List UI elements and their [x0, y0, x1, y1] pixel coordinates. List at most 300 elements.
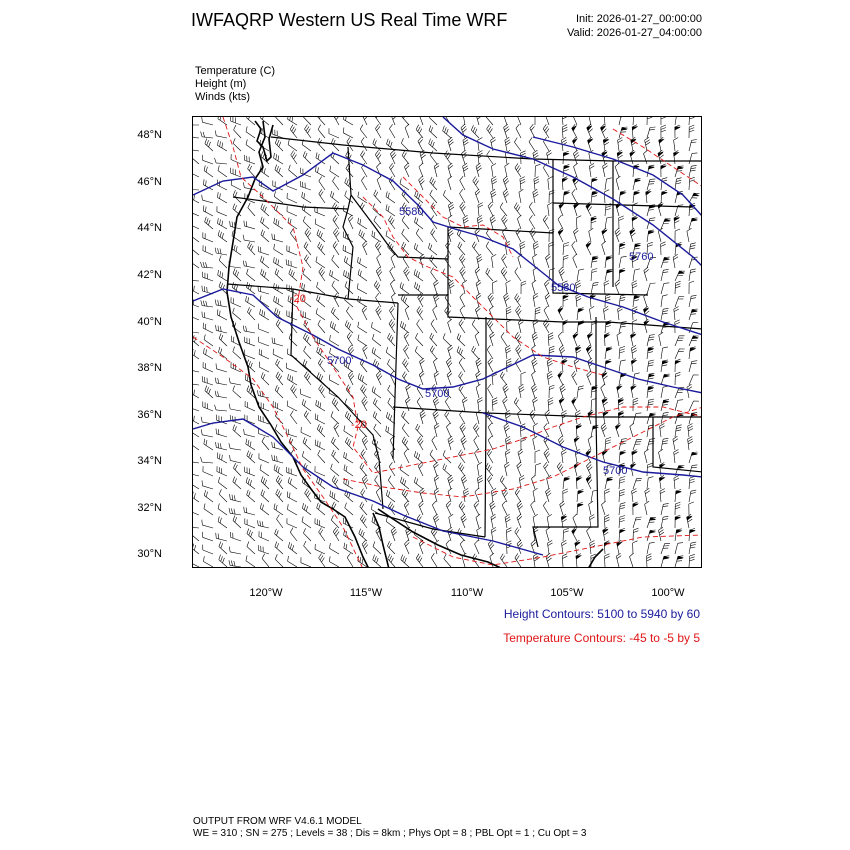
- wind-barb: [461, 150, 467, 164]
- wind-barb: [301, 557, 311, 567]
- wind-barb: [330, 166, 339, 177]
- wind-barb: [689, 269, 696, 281]
- wind-barb: [488, 358, 493, 372]
- model-config: WE = 310 ; SN = 275 ; Levels = 38 ; Dis = 8km ; Phys Opt = 8 ; PBL Opt = 1 ; Cu Opt = 3: [193, 828, 587, 839]
- wind-barb: [660, 424, 665, 438]
- wind-barb: [419, 501, 424, 515]
- lon-label: 105°W: [550, 587, 584, 599]
- wind-barb: [193, 478, 199, 489]
- wind-barb: [434, 475, 439, 489]
- wind-barb: [448, 345, 453, 359]
- wind-barb: [301, 427, 311, 437]
- wind-barb: [229, 261, 241, 268]
- wind-barb: [193, 283, 199, 294]
- wind-barb: [491, 163, 496, 177]
- wind-barb: [215, 300, 227, 307]
- wind-barb: [660, 489, 665, 502]
- wind-barb: [202, 532, 213, 541]
- wind-barb: [420, 488, 425, 502]
- wind-barb: [233, 386, 241, 398]
- wind-barb: [193, 387, 199, 398]
- wind-barb: [689, 476, 695, 489]
- wind-barb: [646, 554, 651, 567]
- wind-barb: [193, 506, 199, 515]
- wind-barb: [388, 216, 395, 229]
- wind-barb: [273, 401, 283, 411]
- wind-barb: [434, 462, 439, 476]
- wind-barb: [673, 254, 678, 268]
- wind-barb: [529, 137, 535, 151]
- wind-barb: [244, 155, 255, 164]
- wind-barb: [304, 541, 311, 554]
- wind-barb: [358, 257, 368, 268]
- wind-barb: [318, 320, 325, 333]
- wind-barb-pennant: [564, 192, 569, 195]
- wind-barb: [619, 117, 627, 125]
- wind-barb-pennant: [690, 348, 695, 351]
- wind-barb: [459, 384, 465, 398]
- wind-barb: [218, 192, 228, 203]
- wind-barb: [661, 347, 668, 359]
- wind-barb: [515, 268, 521, 282]
- wind-barb: [603, 306, 608, 320]
- wind-barb: [193, 414, 199, 425]
- wind-barb: [375, 150, 381, 164]
- state-borders: [227, 137, 702, 547]
- wind-barb: [389, 319, 395, 333]
- wind-barb: [218, 477, 227, 489]
- wind-barb: [388, 476, 395, 489]
- lat-label: 30°N: [137, 548, 162, 560]
- wind-barb: [360, 125, 367, 138]
- wind-barb: [414, 477, 423, 489]
- wind-barb: [333, 527, 339, 541]
- wind-barb: [315, 414, 325, 424]
- wind-barb: [476, 280, 481, 294]
- wind-barb: [302, 517, 311, 529]
- wind-barb-pennant: [675, 361, 680, 364]
- wind-barb: [345, 178, 353, 190]
- wind-barb: [386, 490, 395, 502]
- wind-barb: [362, 117, 368, 125]
- wind-barb: [605, 294, 611, 307]
- wind-barb: [302, 503, 311, 515]
- wind-barb: [362, 475, 368, 489]
- lat-label: 40°N: [137, 316, 162, 328]
- wind-barb: [418, 137, 423, 151]
- wind-barb: [274, 464, 283, 476]
- wind-barb: [373, 411, 381, 424]
- wind-barb: [574, 358, 579, 372]
- wind-barb: [549, 385, 554, 398]
- wind-barb: [362, 540, 368, 554]
- wind-barb: [361, 151, 368, 164]
- wind-barb: [689, 502, 694, 515]
- wind-barb: [601, 423, 607, 437]
- wind-barb: [471, 125, 479, 138]
- wind-barb: [304, 242, 311, 255]
- lon-label: 110°W: [450, 587, 484, 599]
- wind-barb: [605, 178, 612, 190]
- wind-barb: [348, 371, 354, 385]
- wind-barb: [661, 386, 668, 398]
- wind-barb: [332, 398, 339, 411]
- wind-barb: [346, 307, 353, 320]
- lon-label: 115°W: [349, 587, 383, 599]
- wind-barb: [647, 399, 654, 411]
- wind-barb: [360, 502, 367, 515]
- wind-barb: [193, 529, 199, 541]
- wind-barb: [674, 476, 679, 489]
- wind-barb: [519, 189, 524, 203]
- temperature-contours-note: Temperature Contours: -45 to -5 by 5: [503, 631, 700, 645]
- wind-barb: [544, 462, 550, 476]
- wind-barb: [331, 411, 339, 424]
- wind-barb: [261, 117, 270, 125]
- wind-barb: [219, 489, 227, 502]
- wind-barb: [520, 242, 525, 256]
- wind-barb: [229, 378, 241, 385]
- wind-barb: [535, 450, 540, 463]
- wind-barb: [391, 117, 397, 125]
- wind-barb: [477, 462, 482, 476]
- wind-barb: [193, 310, 199, 320]
- wind-barb: [330, 543, 340, 554]
- wind-barb: [315, 219, 325, 229]
- wind-barb: [259, 362, 269, 372]
- wind-barb: [633, 398, 638, 411]
- wind-barb: [229, 547, 241, 554]
- wind-barb: [193, 326, 199, 333]
- wind-barb: [562, 540, 567, 554]
- texas-coast: [588, 549, 603, 568]
- wind-barb: [689, 490, 696, 502]
- height-contour-label: 5700: [425, 388, 450, 400]
- wind-barb: [572, 371, 577, 385]
- lat-label: 32°N: [137, 502, 162, 514]
- field-label-winds: Winds (kts): [195, 91, 250, 103]
- wind-barb: [201, 300, 213, 307]
- wind-barb: [674, 307, 679, 321]
- wind-barb: [193, 348, 199, 360]
- wind-barb: [202, 286, 213, 294]
- wind-barb: [302, 451, 311, 463]
- wind-barb: [504, 124, 510, 138]
- wind-barb: [202, 520, 213, 528]
- wind-barb: [533, 397, 538, 411]
- wind-barb: [434, 371, 439, 385]
- wind-barb: [377, 254, 381, 268]
- wind-barb: [218, 165, 227, 177]
- wind-barb: [414, 451, 423, 463]
- wind-barb: [604, 281, 609, 294]
- wind-barb: [659, 449, 663, 463]
- wind-barb: [402, 117, 409, 125]
- wind-barb: [246, 139, 255, 151]
- wind-barb: [661, 295, 668, 307]
- wind-barb: [204, 439, 213, 450]
- wind-barb: [288, 504, 298, 515]
- wind-barb: [315, 440, 325, 450]
- wind-barb: [259, 337, 269, 346]
- wind-barb: [472, 554, 479, 567]
- wind-barb: [201, 132, 213, 138]
- wind-barb: [334, 117, 340, 125]
- wind-barb: [402, 151, 409, 164]
- wind-barb: [560, 384, 566, 398]
- wind-barb: [247, 542, 255, 555]
- wind-barb: [515, 294, 521, 308]
- wind-barb: [344, 452, 353, 463]
- wind-barb: [261, 476, 269, 489]
- temperature-contour-label: -20: [351, 419, 367, 431]
- wind-barb: [488, 202, 493, 216]
- wind-barb: [443, 450, 451, 463]
- wind-barb: [402, 424, 409, 437]
- wind-barb: [559, 423, 563, 437]
- wind-barb: [303, 528, 311, 541]
- wind-barb: [517, 462, 522, 476]
- wind-barb: [390, 280, 395, 294]
- wind-barb: [503, 189, 509, 203]
- wind-barb: [202, 117, 213, 125]
- wind-barb: [386, 205, 395, 217]
- wind-barb: [315, 466, 325, 476]
- wind-barb: [275, 138, 283, 151]
- wind-barb: [193, 256, 199, 268]
- wind-barb: [460, 410, 466, 424]
- wind-barb: [376, 293, 382, 307]
- wind-barb: [302, 192, 311, 203]
- wind-barb: [533, 436, 537, 450]
- wind-barb: [478, 203, 483, 216]
- wind-barb: [317, 503, 325, 515]
- wind-barb: [234, 125, 241, 138]
- wind-barb: [589, 501, 593, 515]
- wind-barb: [673, 436, 678, 450]
- wind-barb: [633, 439, 642, 450]
- wind-barb: [633, 541, 638, 554]
- wind-barb: [576, 410, 581, 424]
- wind-barb: [587, 371, 592, 385]
- wind-barb: [260, 465, 269, 477]
- wind-barb: [233, 204, 241, 216]
- wind-barb: [272, 455, 283, 463]
- wind-barb: [548, 333, 553, 346]
- wind-barb: [420, 358, 425, 372]
- wind-barb: [304, 372, 311, 385]
- wind-barb: [689, 375, 699, 385]
- wind-barb: [203, 323, 213, 333]
- wind-barb: [619, 216, 624, 229]
- wind-barb: [372, 322, 382, 333]
- wind-barb: [449, 280, 455, 294]
- wind-barb: [217, 309, 227, 320]
- wind-barb: [203, 466, 213, 476]
- wind-barb: [506, 528, 511, 541]
- wind-barb: [373, 542, 381, 555]
- wind-barb: [661, 242, 666, 255]
- wind-barb: [262, 437, 269, 450]
- wind-barb: [287, 193, 297, 203]
- wind-barb: [215, 131, 227, 139]
- wind-barb: [431, 203, 437, 217]
- lat-label: 34°N: [137, 455, 162, 467]
- wind-barb: [289, 333, 297, 346]
- wind-barb: [246, 296, 255, 307]
- wind-barb: [357, 283, 367, 294]
- wind-barb: [530, 410, 536, 424]
- wind-barb: [244, 507, 255, 515]
- gulf-coast: [378, 509, 503, 568]
- wind-barb: [459, 319, 465, 333]
- wind-barb: [492, 281, 497, 294]
- wind-barb: [548, 203, 553, 217]
- wind-barb: [647, 117, 652, 125]
- wind-barb: [390, 150, 396, 164]
- wind-barb: [577, 269, 584, 281]
- wind-barb: [543, 215, 549, 229]
- wind-barb: [505, 163, 510, 177]
- wind-barb: [633, 517, 642, 528]
- wind-barb: [562, 117, 567, 125]
- wind-barb: [376, 371, 382, 385]
- wind-barb: [490, 215, 496, 229]
- wind-barb: [431, 553, 437, 567]
- wind-barb: [362, 436, 368, 450]
- wind-barb: [319, 528, 325, 542]
- wind-barb: [504, 423, 510, 437]
- wind-barb: [218, 218, 228, 229]
- wind-barb: [661, 125, 666, 138]
- wind-barb: [257, 520, 269, 528]
- wind-barb: [246, 556, 255, 568]
- wind-barb: [459, 372, 465, 386]
- lat-label: 42°N: [137, 269, 162, 281]
- wind-barb: [560, 501, 565, 515]
- wind-barb: [291, 151, 297, 165]
- field-label-height: Height (m): [195, 78, 247, 90]
- wind-barb: [273, 349, 283, 359]
- wind-barb: [201, 457, 214, 463]
- wind-barb: [633, 269, 640, 281]
- wind-barb: [619, 503, 625, 515]
- wind-barb: [661, 516, 668, 528]
- wind-barb: [402, 437, 409, 450]
- wind-barb: [261, 204, 269, 216]
- wind-barb: [448, 319, 452, 333]
- wind-barb: [216, 364, 227, 373]
- wind-barb: [402, 411, 410, 424]
- wind-barb: [619, 489, 625, 502]
- wind-barb: [487, 449, 493, 463]
- wind-barb: [403, 359, 410, 373]
- wind-barb: [417, 306, 423, 320]
- wind-barb: [215, 158, 228, 164]
- wind-barb: [404, 163, 409, 177]
- wind-barb: [272, 129, 283, 138]
- wind-barb: [563, 489, 568, 502]
- wind-barb: [532, 280, 536, 294]
- wind-barb: [547, 371, 553, 385]
- wind-barb: [331, 307, 339, 320]
- wind-barb: [459, 501, 465, 515]
- wind-barb: [602, 501, 606, 515]
- wind-barb: [277, 515, 284, 529]
- wind-barb: [488, 540, 494, 554]
- wind-barb: [615, 163, 619, 177]
- wind-barb: [331, 464, 339, 476]
- wind-barb: [516, 306, 522, 320]
- wind-barb: [259, 324, 269, 333]
- wind-barb: [486, 242, 493, 255]
- wind-barb: [574, 163, 578, 177]
- wind-barb: [619, 516, 625, 529]
- wind-barb: [245, 401, 255, 411]
- wind-barb: [301, 389, 311, 398]
- wind-barb: [558, 436, 564, 450]
- wind-barb: [287, 363, 298, 372]
- wind-barb: [362, 397, 368, 411]
- wind-barb: [647, 179, 655, 190]
- wind-barb-pennant: [620, 530, 625, 533]
- wind-barb: [243, 235, 255, 242]
- wind-barb: [675, 425, 682, 437]
- wind-barb: [316, 400, 325, 411]
- wind-barb: [334, 293, 339, 307]
- wind-barb: [290, 411, 297, 424]
- wind-barb: [417, 320, 423, 334]
- wind-barb: [318, 138, 326, 151]
- wind-barb: [404, 332, 409, 346]
- wind-barb: [215, 405, 228, 411]
- wind-barb: [445, 411, 451, 425]
- wind-barb: [372, 386, 381, 398]
- wind-barb: [386, 347, 395, 359]
- wind-barb: [233, 268, 241, 281]
- wind-barb: [358, 335, 367, 346]
- wind-barb: [331, 437, 339, 450]
- wind-barb: [372, 334, 381, 346]
- wind-barb-pennant: [606, 257, 611, 260]
- wind-barb: [245, 337, 255, 346]
- wind-barb: [203, 232, 213, 242]
- wind-barb: [586, 475, 592, 489]
- wind-barb: [446, 501, 451, 515]
- field-label-temperature: Temperature (C): [195, 65, 276, 77]
- wind-barb: [587, 124, 593, 138]
- wind-barb: [229, 560, 241, 567]
- wind-barb-pennant: [576, 556, 581, 559]
- wind-barb: [501, 332, 507, 346]
- wind-barb: [275, 411, 283, 424]
- wind-barb: [276, 117, 284, 125]
- wind-barb: [515, 488, 521, 502]
- wind-barb: [644, 267, 649, 281]
- lat-label: 44°N: [137, 222, 162, 234]
- wind-barb: [400, 282, 409, 294]
- wind-barb: [615, 228, 621, 242]
- wind-barb: [275, 554, 283, 567]
- wind-barb: [358, 322, 367, 333]
- wind-barb: [259, 349, 269, 359]
- wind-barb: [529, 202, 535, 216]
- wind-barb: [358, 269, 367, 281]
- wind-barb: [488, 384, 494, 398]
- wind-barb: [535, 117, 540, 125]
- map-canvas: [193, 117, 702, 568]
- wind-barb: [417, 436, 423, 450]
